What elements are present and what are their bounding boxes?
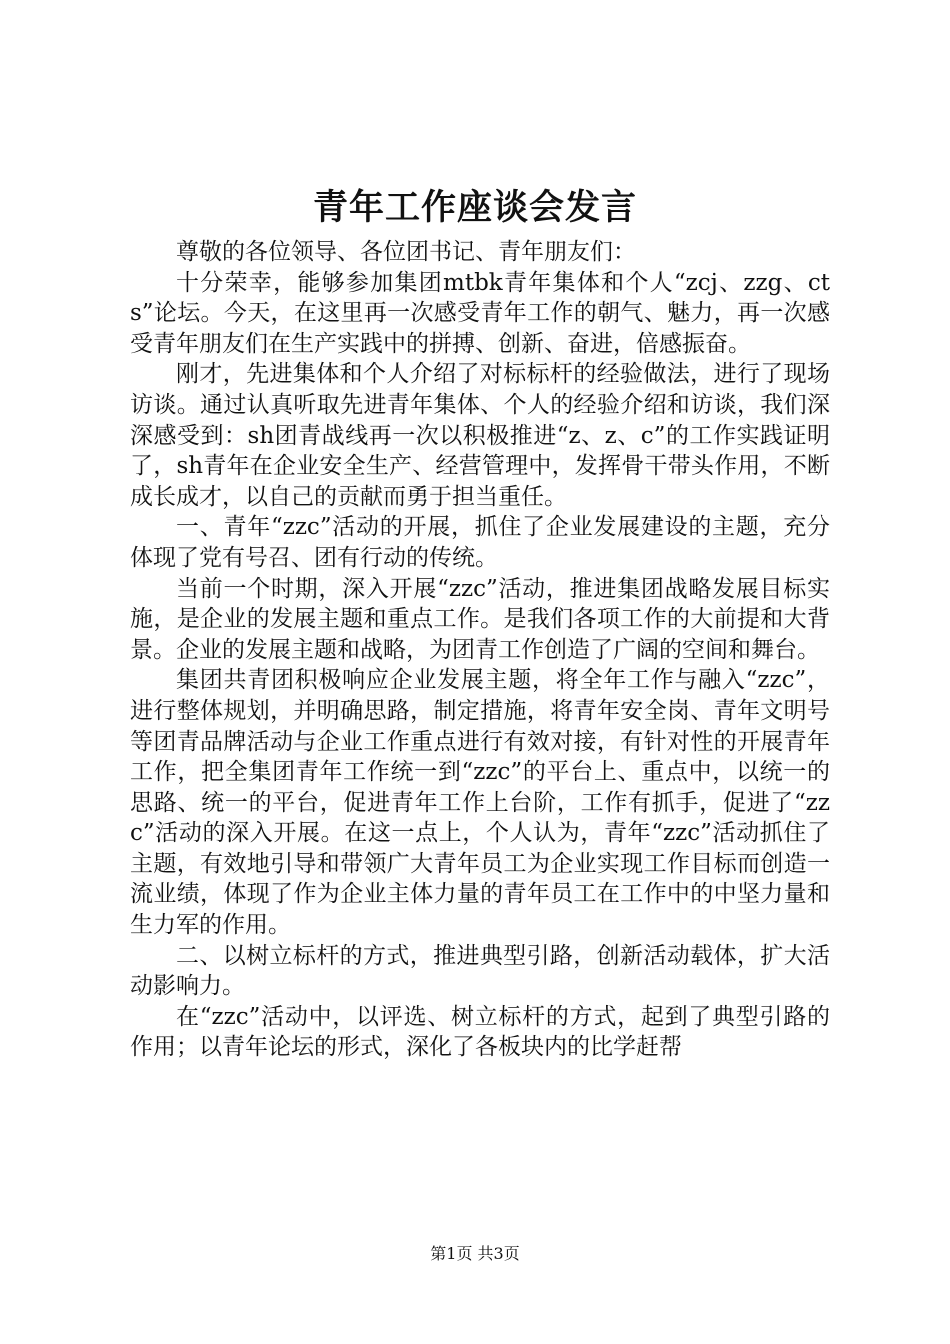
document-body [130, 237, 830, 1063]
paragraph-3: 当前一个时期，深入开展“zzc”活动，推进集团战略发展目标实施，是企业的发展主题和重点工作。是我们各项工作的大前提和大背景。企业的发展主题和战略，为团青工作创造了广阔的空间和舞台。 [130, 575, 830, 663]
paragraph-heading-1: 一、青年“zzc”活动的开展，抓住了企业发展建设的主题，充分体现了党有号召、团有行动的传统。 [130, 514, 830, 571]
paragraph-heading-2: 二、以树立标杆的方式，推进典型引路，创新活动载体，扩大活动影响力。 [130, 942, 830, 1000]
paragraph-1: 十分荣幸，能够参加集团mtbk青年集体和个人“zcj、zzg、cts”论坛。今天，在这里再一次感受青年工作的朝气、魅力，再一次感受青年朋友们在生产实践中的拼搏、创新、奋进，倍感振奋。 [130, 269, 830, 357]
paragraph-5: 在“zzc”活动中，以评选、树立标杆的方式，起到了典型引路的作用；以青年论坛的形式，深化了各板块内的比学赶帮 [130, 1003, 830, 1061]
page-footer: 第1页 共3页 [430, 1244, 520, 1263]
paragraph-4: 集团共青团积极响应企业发展主题，将全年工作与融入“zzc”，进行整体规划，并明确思路，制定措施，将青年安全岗、青年文明号等团青品牌活动与企业工作重点进行有效对接，有针对性的开展青年工作，把全集团青年工作统一到“zzc”的平台上、重点中，以统一的思路、统一的平台，促进青年工作上台阶，工作有抓手，促进了“zzc”活动的深入开展。在这一点上，个人认为，青年“zzc”活动抓住了主题，有效地引导和带领广大青年员工为企业实现工作目标而创造一流业绩，体现了作为企业主体力量的青年员工在工作中的中坚力量和生力军的作用。 [130, 667, 830, 939]
paragraph-2: 刚才，先进集体和个人介绍了对标标杆的经验做法，进行了现场访谈。通过认真听取先进青年集体、个人的经验介绍和访谈，我们深深感受到：sh团青战线再一次以积极推进“z、z、c”的工作实践证明了，sh青年在企业安全生产、经营管理中，发挥骨干带头作用，不断成长成才，以自己的贡献而勇于担当重任。 [130, 361, 830, 510]
document-title: 青年工作座谈会发言 [312, 187, 637, 228]
paragraph-salutation: 尊敬的各位领导、各位团书记、青年朋友们： [176, 239, 636, 265]
